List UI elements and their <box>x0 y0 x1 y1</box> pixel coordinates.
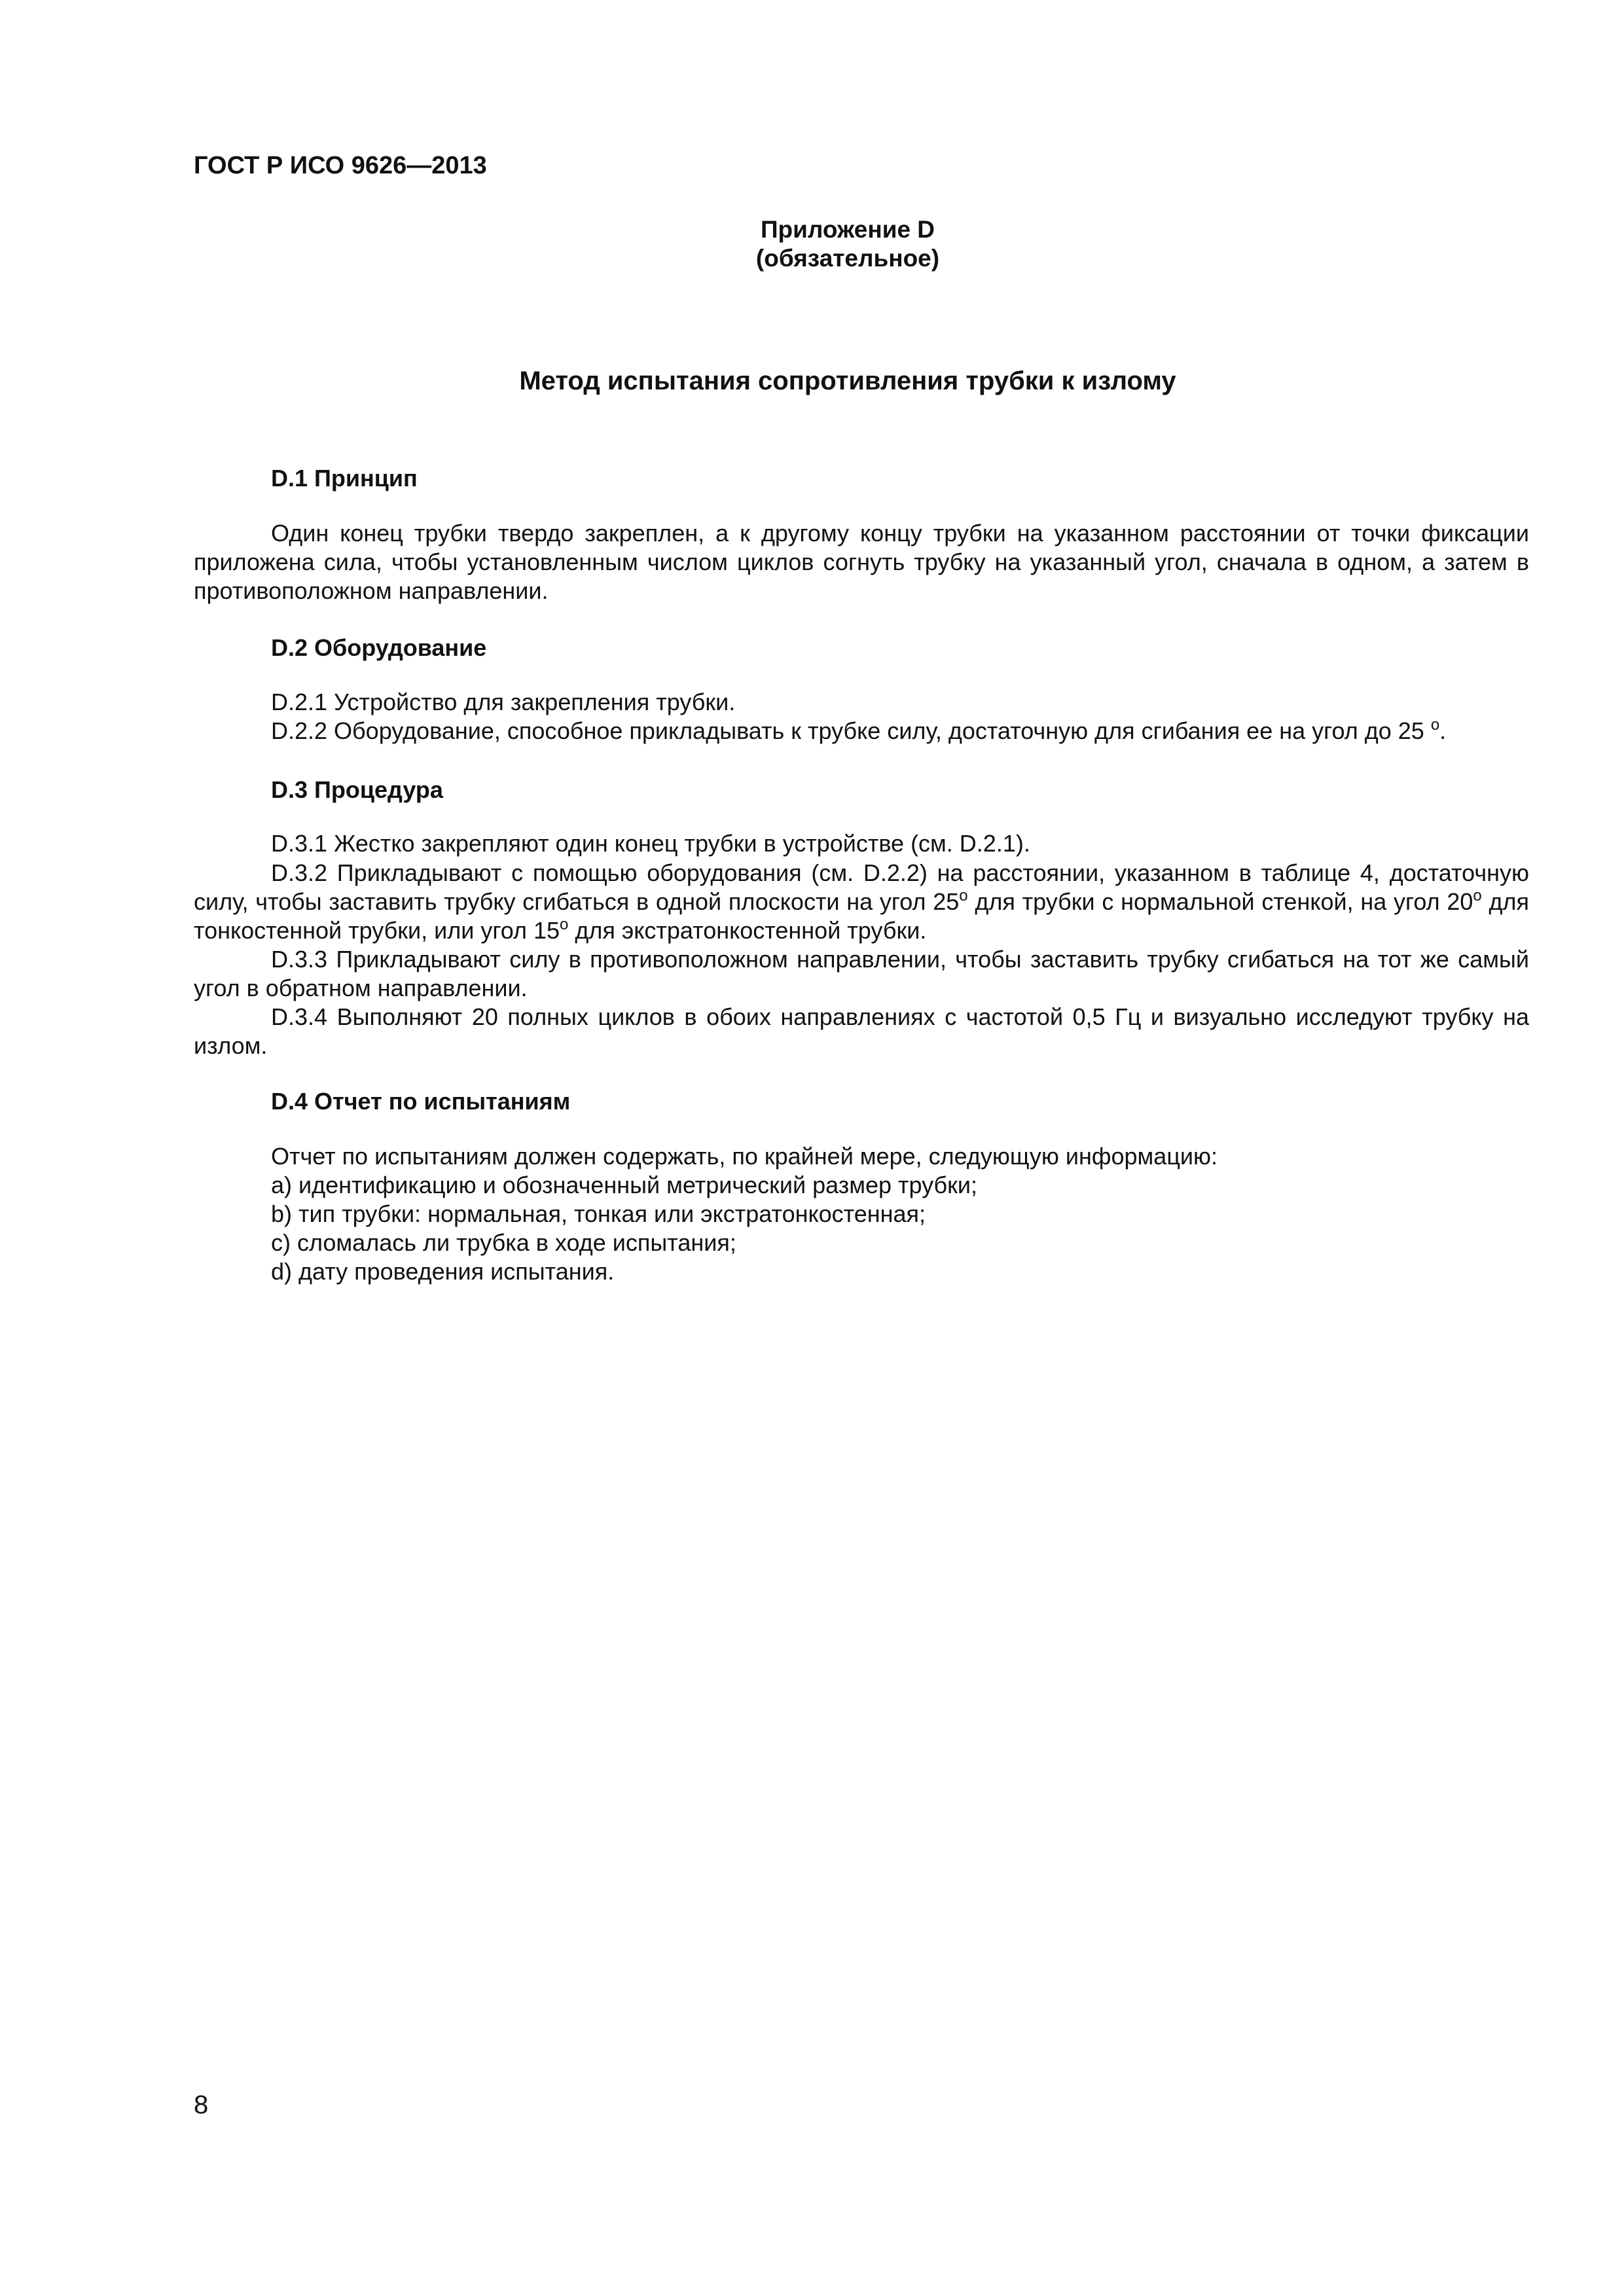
clause-d2-2 <box>271 717 1446 745</box>
clause-d3-2-part-a: D.3.2 Прикладывают с помощью оборудования (см. D.2.2) на расстоянии, указанном в таблице 4, достаточную силу, чтобы заставить трубку сгибаться в одной плоскости на угол 25 <box>194 859 1529 915</box>
annex-label: Приложение D <box>760 216 935 243</box>
clause-d2-2-text: D.2.2 Оборудование, способное прикладывать к трубке силу, достаточную для сгибания ее на угол до 25 <box>271 717 1424 744</box>
list-item: c) сломалась ли трубка в ходе испытания; <box>271 1229 736 1256</box>
section-heading-d2: D.2 Оборудование <box>271 634 487 661</box>
clause-d2-1: D.2.1 Устройство для закрепления трубки. <box>271 689 736 715</box>
report-intro: Отчет по испытаниям должен содержать, по крайней мере, следующую информацию: <box>271 1143 1218 1170</box>
degree-sign: o <box>560 916 569 933</box>
clause-d2-2-end: . <box>1439 717 1447 744</box>
clause-d3-2-part-b: для трубки с нормальной стенкой, на угол 20 <box>967 888 1473 915</box>
clause-d3-4 <box>194 1003 1529 1060</box>
page-number: 8 <box>194 2090 209 2119</box>
clause-d3-2-part-c: для тонкостенной трубки, или угол 15 <box>194 888 1529 944</box>
clause-d3-3 <box>194 945 1529 1003</box>
list-item: a) идентификацию и обозначенный метрический размер трубки; <box>271 1172 978 1198</box>
list-item: d) дату проведения испытания. <box>271 1258 615 1285</box>
annex-title: Метод испытания сопротивления трубки к излому <box>519 367 1176 395</box>
clause-d3-1: D.3.1 Жестко закрепляют один конец трубки в устройстве (см. D.2.1). <box>271 830 1030 857</box>
degree-sign: o <box>1430 716 1440 734</box>
clause-d3-2 <box>194 859 1529 945</box>
paragraph-d1-text: Один конец трубки твердо закреплен, а к другому концу трубки на указанном расстоянии от точки фиксации приложена сила, чтобы установленным числом циклов согнуть трубку на указанный угол, сначала в одном, а затем в противоположном направлении. <box>194 520 1529 604</box>
clause-d3-2-part-d: для экстратонкостенной трубки. <box>568 917 927 944</box>
standard-designation: ГОСТ Р ИСО 9626—2013 <box>194 152 487 179</box>
clause-d3-3-text: D.3.3 Прикладывают силу в противоположном направлении, чтобы заставить трубку сгибаться на тот же самый угол в обратном направлении. <box>194 946 1529 1001</box>
clause-d3-4-text: D.3.4 Выполняют 20 полных циклов в обоих направлениях с частотой 0,5 Гц и визуально исследуют трубку на излом. <box>194 1003 1529 1059</box>
section-heading-d3: D.3 Процедура <box>271 776 443 803</box>
annex-status: (обязательное) <box>755 245 940 272</box>
list-item: b) тип трубки: нормальная, тонкая или экстратонкостенная; <box>271 1200 926 1227</box>
degree-sign: o <box>1473 887 1482 905</box>
paragraph-d1 <box>194 519 1529 605</box>
section-heading-d1: D.1 Принцип <box>271 465 418 492</box>
section-heading-d4: D.4 Отчет по испытаниям <box>271 1088 571 1115</box>
degree-sign: o <box>959 887 968 905</box>
